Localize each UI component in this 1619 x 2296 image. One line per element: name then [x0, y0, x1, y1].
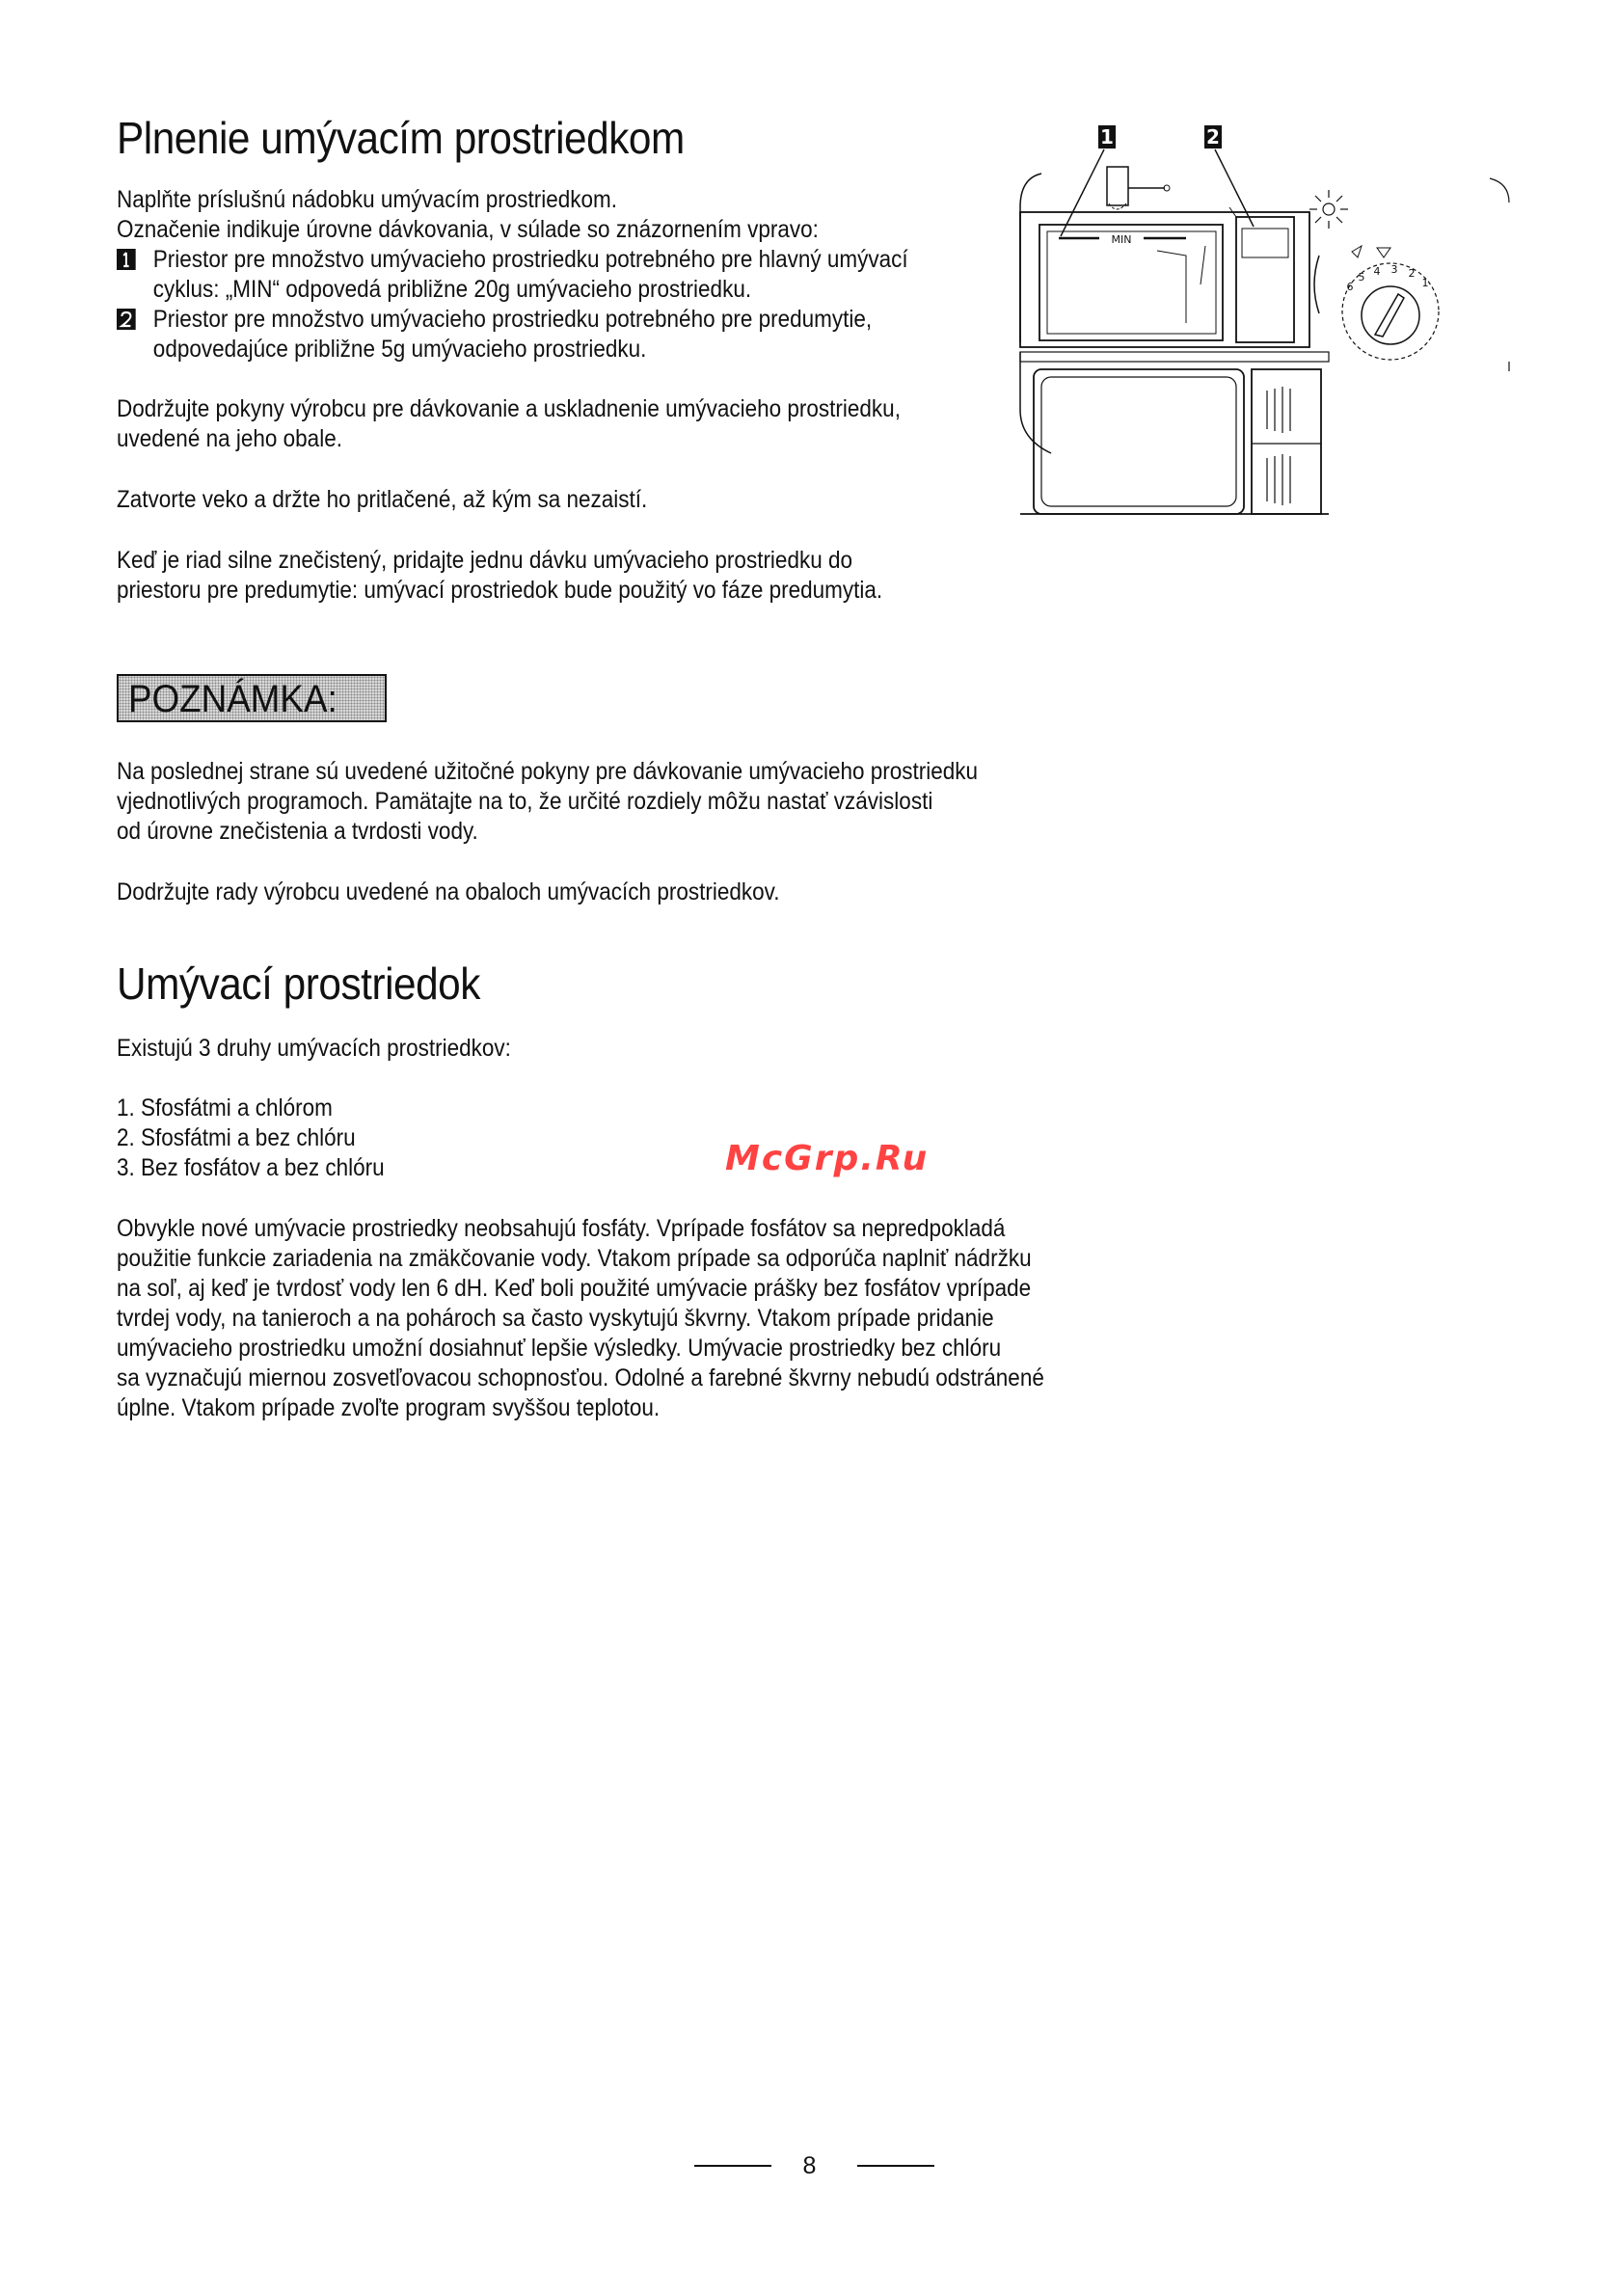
list-item — [117, 305, 872, 365]
paragraph-line: uvedené na jeho obale. — [117, 425, 342, 452]
list-item: 2. Sfosfátmi a bez chlóru — [117, 1124, 356, 1151]
paragraph-line: umývacieho prostriedku umožní dosiahnuť lepšie výsledky. Umývacie prostriedky bez chlóru — [117, 1335, 1002, 1362]
paragraph-line: Obvykle nové umývacie prostriedky neobsahujú fosfáty. Vprípade fosfátov sa nepredpokladá — [117, 1215, 1006, 1242]
footer-rule-right — [857, 2165, 934, 2167]
section-title-filling: Plnenie umývacím prostriedkom — [117, 113, 685, 163]
paragraph-line: Dodržujte pokyny výrobcu pre dávkovanie a uskladnenie umývacieho prostriedku, — [117, 395, 901, 422]
figure-label-1: 1 — [1100, 125, 1114, 149]
page-number: 8 — [802, 2152, 817, 2179]
number-one-badge-icon — [117, 249, 136, 270]
paragraph-line: na soľ, aj keď je tvrdosť vody len 6 dH. Keď boli použité umývacie prášky bez fosfátov vprípade — [117, 1275, 1032, 1302]
intro-line: Označenie indikuje úrovne dávkovania, v súlade so znázornením vpravo: — [117, 216, 819, 243]
dial-number: 1 — [1421, 277, 1429, 289]
note-line: vjednotlivých programoch. Pamätajte na to, že určité rozdiely môžu nastať vzávislosti — [117, 788, 933, 815]
min-label: MIN — [1111, 233, 1132, 246]
note-label-box — [117, 674, 387, 722]
dial-number: 2 — [1408, 267, 1416, 280]
paragraph-line: použitie funkcie zariadenia na zmäkčovanie vody. Vtakom prípade sa odporúča naplniť nádržku — [117, 1245, 1032, 1272]
watermark-logo: McGrp.Ru — [725, 1139, 930, 1178]
item-line: Priestor pre množstvo umývacieho prostriedku potrebného pre hlavný umývací — [152, 246, 908, 273]
dial-number: 6 — [1346, 281, 1354, 293]
detergent-dispenser-figure — [1012, 121, 1524, 535]
section-intro: Existujú 3 druhy umývacích prostriedkov: — [117, 1035, 511, 1062]
list-item: 3. Bez fosfátov a bez chlóru — [117, 1154, 385, 1181]
paragraph-line: Zatvorte veko a držte ho pritlačené, až kým sa nezaistí. — [117, 486, 648, 513]
number-two-badge-icon — [117, 309, 136, 330]
dial-number: 4 — [1373, 265, 1381, 278]
note-line: od úrovne znečistenia a tvrdosti vody. — [117, 818, 478, 845]
dial-number: 3 — [1390, 263, 1398, 276]
paragraph-line: úplne. Vtakom prípade zvoľte program svyššou teplotou. — [117, 1394, 661, 1421]
list-item — [117, 245, 908, 305]
item-line: cyklus: „MIN“ odpovedá približne 20g umývacieho prostriedku. — [152, 276, 752, 303]
intro-line: Naplňte príslušnú nádobku umývacím prostriedkom. — [117, 186, 618, 213]
paragraph-line: priestoru pre predumytie: umývací prostriedok bude použitý vo fáze predumytia. — [117, 577, 883, 604]
list-item: 1. Sfosfátmi a chlórom — [117, 1094, 333, 1121]
note-label: POZNÁMKA: — [128, 678, 337, 720]
dial-number: 5 — [1358, 271, 1365, 284]
note-line: Na poslednej strane sú uvedené užitočné pokyny pre dávkovanie umývacieho prostriedku — [117, 758, 979, 785]
section-title-detergent: Umývací prostriedok — [117, 959, 480, 1009]
figure-label-2: 2 — [1206, 125, 1220, 149]
item-line: odpovedajúce približne 5g umývacieho prostriedku. — [152, 336, 647, 363]
paragraph-line: tvrdej vody, na tanieroch a na pohároch sa často vyskytujú škvrny. Vtakom prípade pridanie — [117, 1305, 994, 1332]
paragraph-line: Keď je riad silne znečistený, pridajte jednu dávku umývacieho prostriedku do — [117, 547, 853, 574]
paragraph-line: sa vyznačujú miernou zosvetľovacou schopnosťou. Odolné a farebné škvrny nebudú odstránené — [117, 1364, 1044, 1391]
item-line: Priestor pre množstvo umývacieho prostriedku potrebného pre predumytie, — [152, 306, 873, 333]
note-line: Dodržujte rady výrobcu uvedené na obaloch umývacích prostriedkov. — [117, 878, 780, 905]
